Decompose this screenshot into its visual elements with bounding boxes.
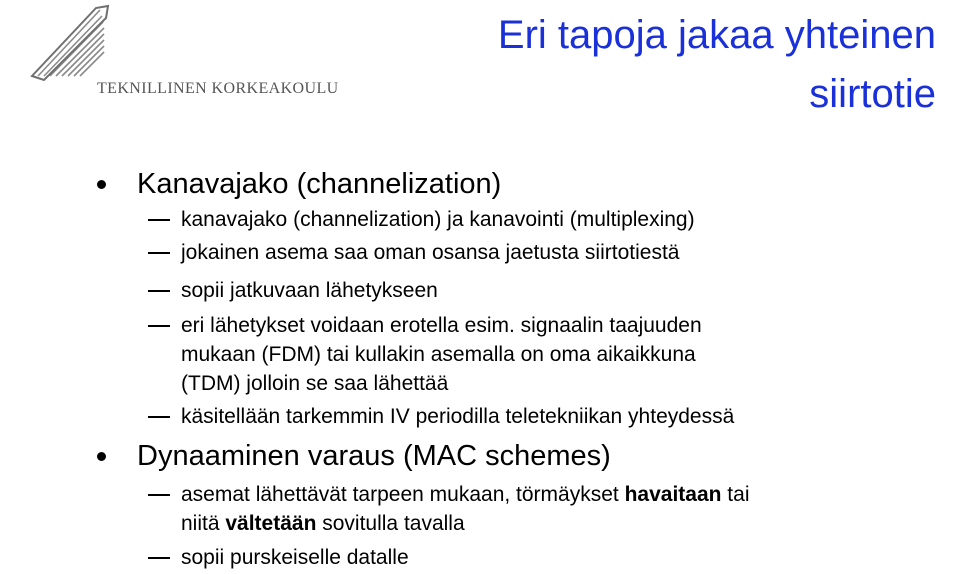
sub-item-text-line-1: asemat lähettävät tarpeen mukaan, törmäykset havaitaan tai: [181, 483, 750, 506]
dash-icon: [148, 416, 170, 418]
bullet-dynamic-allocation: [137, 440, 611, 473]
dash-icon: [148, 557, 170, 559]
sub-item: [181, 205, 695, 234]
dash-icon: [148, 494, 170, 496]
logo-text: TEKNILLINEN KORKEAKOULU: [97, 80, 339, 97]
bullet-text: Dynaaminen varaus (MAC schemes): [137, 440, 611, 472]
sub-item-multiline: [181, 480, 749, 538]
tkk-logo: [8, 0, 339, 110]
tkk-logo-mark-icon: [30, 2, 110, 82]
sub-item: [181, 402, 734, 431]
dash-icon: [148, 219, 170, 221]
sub-item-text: käsitellään tarkemmin IV periodilla teletekniikan yhteydessä: [181, 405, 735, 428]
dash-icon: [148, 252, 170, 254]
bullet-dot-icon: [97, 180, 106, 189]
sub-item-multiline: [181, 311, 702, 398]
sub-item-text-line-1: eri lähetykset voidaan erotella esim. signaalin taajuuden: [181, 314, 702, 337]
sub-item-text: sopii purskeiselle datalle: [181, 546, 409, 569]
title-line-1: Eri tapoja jakaa yhteinen: [497, 13, 936, 57]
bullet-channelization: [137, 168, 501, 201]
slide-title: [336, 6, 936, 124]
emphasis-text: vältetään: [225, 512, 317, 535]
sub-item-text-line-2: mukaan (FDM) tai kullakin asemalla on oma aikaikkuna: [181, 343, 696, 366]
emphasis-text: havaitaan: [624, 483, 722, 506]
bullet-text: Kanavajako (channelization): [137, 168, 502, 200]
sub-item-text: kanavajako (channelization) ja kanavointi (multiplexing): [181, 208, 695, 231]
bullet-dot-icon: [97, 452, 106, 461]
sub-item-text: jokainen asema saa oman osansa jaetusta siirtotiestä: [181, 241, 680, 264]
sub-item-text-line-3: (TDM) jolloin se saa lähettää: [181, 372, 449, 395]
sub-item: [181, 238, 679, 267]
title-line-2: siirtotie: [809, 72, 936, 116]
dash-icon: [148, 325, 170, 327]
dash-icon: [148, 290, 170, 292]
sub-item: [181, 276, 438, 305]
sub-item: [181, 543, 409, 572]
sub-item-text-line-2: niitä vältetään sovitulla tavalla: [181, 512, 465, 535]
sub-item-text: sopii jatkuvaan lähetykseen: [181, 279, 438, 302]
